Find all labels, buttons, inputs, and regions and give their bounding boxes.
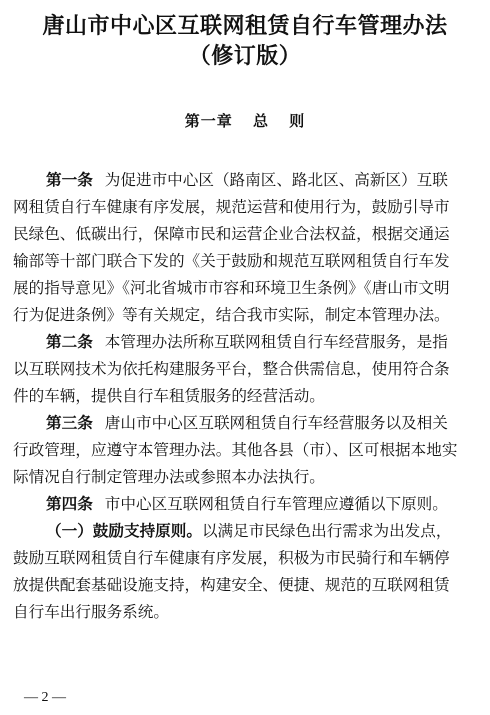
text-line: 以满足市民绿色出行需求为出发点， <box>201 522 452 540</box>
article-label: 第二条 <box>46 333 93 351</box>
principle-label: （一）鼓励支持原则。 <box>46 522 202 540</box>
text-line: 际情况自行制定管理办法或参照本办法执行。 <box>13 468 325 486</box>
text-line: 鼓励互联网租赁自行车健康有序发展，积极为市民骑行和车辆停 <box>13 549 450 567</box>
article-4 <box>13 491 479 518</box>
article-label: 第三条 <box>46 414 93 432</box>
document-title: 唐山市中心区互联网租赁自行车管理办法 <box>42 14 448 39</box>
text-line: 输部等十部门联合下发的《关于鼓励和规范互联网租赁自行车发 <box>13 252 450 270</box>
article-2 <box>13 329 479 410</box>
article-3 <box>13 410 479 491</box>
text-line: 以互联网技术为依托构建服务平台，整合供需信息，使用符合条 <box>13 360 450 378</box>
article-label: 第四条 <box>46 495 93 513</box>
page-number: — 2 — <box>24 690 66 705</box>
text-line: 行为促进条例》等有关规定，结合我市实际，制定本管理办法。 <box>13 306 450 324</box>
document-body <box>13 167 479 626</box>
text-line: 民绿色、低碳出行，保障市民和运营企业合法权益，根据交通运 <box>13 225 450 243</box>
text-line: 市中心区互联网租赁自行车管理应遵循以下原则。 <box>104 495 448 513</box>
document-subtitle: （修订版） <box>188 44 302 69</box>
text-line: 网租赁自行车健康有序发展，规范运营和使用行为，鼓励引导市 <box>13 198 450 216</box>
text-line: 行政管理，应遵守本管理办法。其他各县（市）、区可根据本地实 <box>13 441 458 459</box>
chapter-heading: 第一章 总 则 <box>184 112 306 130</box>
text-line: 唐山市中心区互联网租赁自行车经营服务以及相关 <box>104 414 448 432</box>
text-line: 放提供配套基础设施支持，构建安全、便捷、规范的互联网租赁 <box>13 576 450 594</box>
text-line: 本管理办法所称互联网租赁自行车经营服务，是指 <box>104 333 448 351</box>
article-1 <box>13 167 479 329</box>
text-line: 为促进市中心区（路南区、路北区、高新区）互联 <box>104 171 448 189</box>
article-label: 第一条 <box>46 171 93 189</box>
text-line: 自行车出行服务系统。 <box>13 603 169 621</box>
text-line: 件的车辆，提供自行车租赁服务的经营活动。 <box>13 387 325 405</box>
principle-1 <box>13 518 479 626</box>
text-line: 展的指导意见》《河北省城市市容和环境卫生条例》《唐山市文明 <box>13 279 450 297</box>
